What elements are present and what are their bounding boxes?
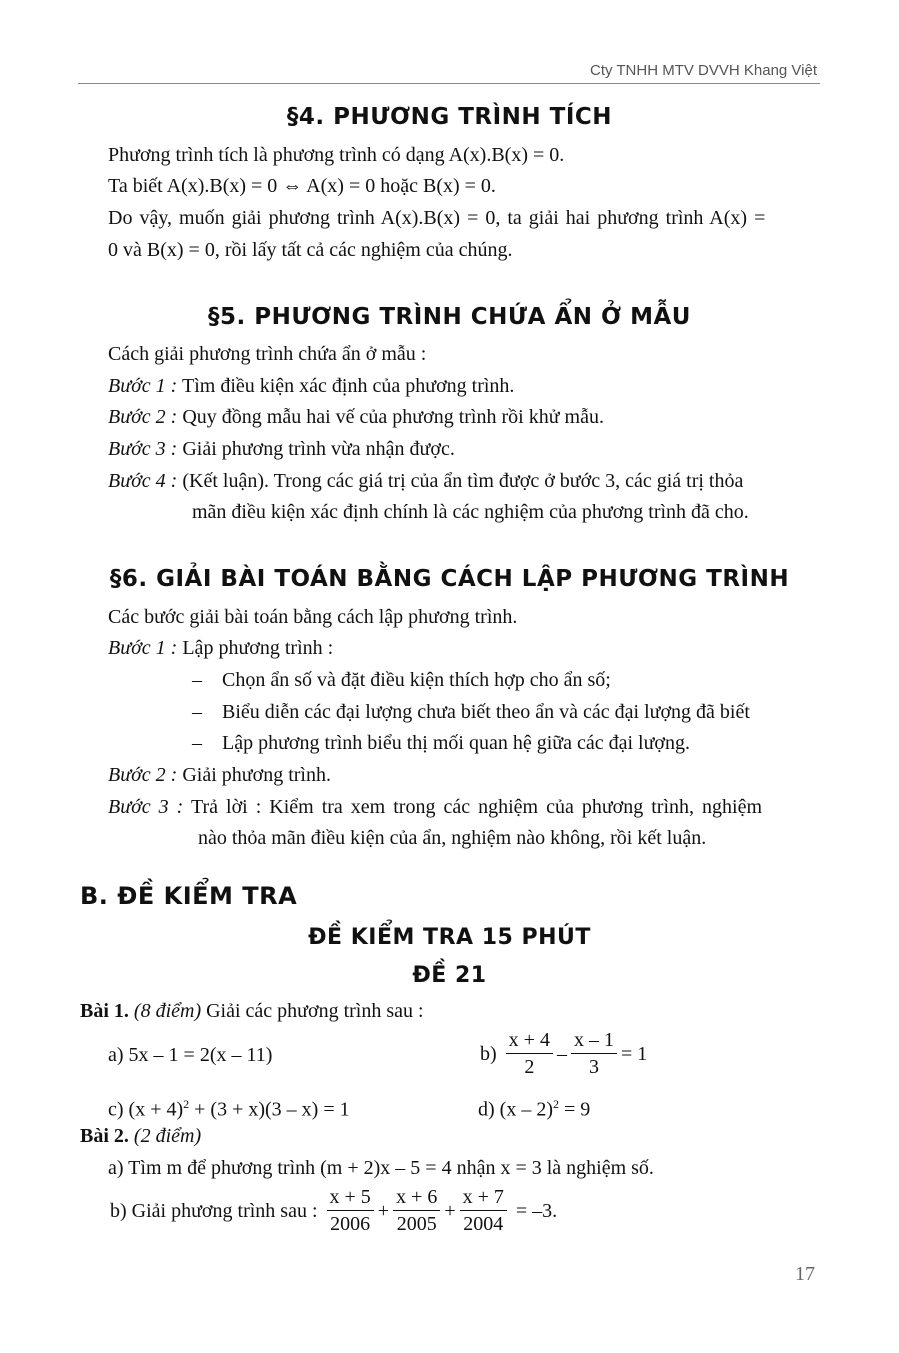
step-text: Quy đồng mẫu hai vế của phương trình rồi khử mẫu. [182,406,604,428]
c-post: + (3 + x)(3 – x) = 1 [189,1098,350,1121]
s4-line-4: 0 và B(x) = 0, rồi lấy tất cả các nghiệm của chúng. [108,239,513,261]
bai-1-heading [80,999,424,1023]
numerator: x + 5 [327,1184,374,1211]
denominator: 2006 [330,1213,371,1235]
s4-line-3: Do vậy, muốn giải phương trình A(x).B(x) = 0, ta giải hai phương trình A(x) = [108,207,766,229]
fraction-3 [460,1184,507,1237]
numerator: x + 4 [506,1027,553,1054]
bai-1-d [478,1092,590,1122]
dash: – [192,669,202,691]
d-exponent: 2 [552,1097,559,1111]
s5-step-2 [108,405,604,429]
step-text: Giải phương trình. [182,764,331,786]
bai-2-a: a) Tìm m để phương trình (m + 2)x – 5 = 4 nhận x = 3 là nghiệm số. [108,1157,654,1179]
bai-1-points: (8 điểm) [133,1000,202,1022]
s4-line-1: Phương trình tích là phương trình có dạng A(x).B(x) = 0. [108,144,565,166]
b-label: b) [480,1042,497,1065]
step-label: Bước 1 : [108,637,178,659]
bai-2-label: Bài 2. [80,1125,129,1147]
s5-step-4 [108,469,743,493]
b-text: b) Giải phương trình sau : [110,1199,318,1222]
step-label: Bước 1 : [108,375,178,397]
step-text: (Kết luận). Trong các giá trị của ẩn tìm được ở bước 3, các giá trị thỏa [182,470,744,492]
plus-sign: + [377,1199,390,1222]
numerator: x – 1 [571,1027,617,1054]
dash: – [192,732,202,754]
section-4-title: §4. PHƯƠNG TRÌNH TÍCH [286,104,613,130]
fraction-1 [327,1184,374,1237]
numerator: x + 7 [460,1184,507,1211]
part-b-title: B. ĐỀ KIỂM TRA [80,882,298,910]
d-pre: d) (x – 2) [478,1098,553,1121]
step-text: Lập phương trình : [182,637,334,659]
denominator: 2005 [396,1213,437,1235]
bai-1-a: a) 5x – 1 = 2(x – 11) [108,1044,273,1066]
d-post: = 9 [558,1098,591,1121]
bullet-text: Lập phương trình biểu thị mối quan hệ giữa các đại lượng. [222,732,691,754]
section-5-title: §5. PHƯƠNG TRÌNH CHỨA ẨN Ở MẪU [208,304,691,330]
bullet-text: Chọn ẩn số và đặt điều kiện thích hợp cho ẩn số; [222,669,611,691]
header-rule [78,83,820,84]
rhs: = 1 [620,1042,648,1065]
s5-step-4-cont: mãn điều kiện xác định chính là các nghiệm của phương trình đã cho. [192,501,749,523]
step-label: Bước 3 : [108,438,178,460]
section-6-title: §6. GIẢI BÀI TOÁN BẰNG CÁCH LẬP PHƯƠNG TRÌNH [109,566,790,592]
plus-sign: + [444,1199,456,1222]
s6-bullet-3 [192,731,691,755]
denominator: 2 [524,1056,535,1078]
s4-line-2: Ta biết A(x).B(x) = 0 ⇔ A(x) = 0 hoặc B(x) = 0. [108,175,496,197]
s6-bullet-1 [192,668,611,692]
s6-step-2 [108,763,331,787]
s5-step-3 [108,437,455,461]
s6-step-3 [108,795,762,819]
bai-1-text: Giải các phương trình sau : [206,1000,424,1022]
bai-1-c [108,1092,350,1122]
exam-number: ĐỀ 21 [412,963,487,988]
bai-1-label: Bài 1. [80,1000,129,1022]
test-title: ĐỀ KIỂM TRA 15 PHÚT [308,925,591,950]
bai-2-heading [80,1124,201,1148]
fraction-2 [571,1027,617,1080]
minus-sign: – [556,1042,567,1065]
step-label: Bước 3 : [108,796,184,818]
step-label: Bước 2 : [108,764,178,786]
step-label: Bước 2 : [108,406,178,428]
s6-step-3-cont: nào thỏa mãn điều kiện của ẩn, nghiệm nào không, rồi kết luận. [198,827,707,849]
rhs: = –3. [515,1199,558,1222]
step-label: Bước 4 : [108,470,178,492]
c-exponent: 2 [183,1097,190,1111]
page-number: 17 [795,1263,815,1285]
s6-bullet-2 [192,700,750,724]
step-text: Giải phương trình vừa nhận được. [182,438,455,460]
bai-2-b [108,1184,559,1237]
fraction-1 [506,1027,553,1080]
step-text: Tìm điều kiện xác định của phương trình. [181,375,515,397]
s6-step-1 [108,636,333,660]
s5-intro: Cách giải phương trình chứa ẩn ở mẫu : [108,343,427,365]
denominator: 3 [588,1056,599,1078]
s5-step-1 [108,374,514,398]
denominator: 2004 [463,1213,504,1235]
bai-2-points: (2 điểm) [133,1125,202,1147]
numerator: x + 6 [393,1184,440,1211]
bullet-text: Biểu diễn các đại lượng chưa biết theo ẩn và các đại lượng đã biết [222,701,750,723]
fraction-2 [393,1184,440,1237]
bai-1-b [478,1027,649,1080]
c-pre: c) (x + 4) [108,1098,184,1121]
publisher-header: Cty TNHH MTV DVVH Khang Việt [589,62,817,79]
s6-intro: Các bước giải bài toán bằng cách lập phương trình. [108,606,518,628]
dash: – [192,701,202,723]
step-text: Trả lời : Kiểm tra xem trong các nghiệm của phương trình, nghiệm [190,796,763,818]
